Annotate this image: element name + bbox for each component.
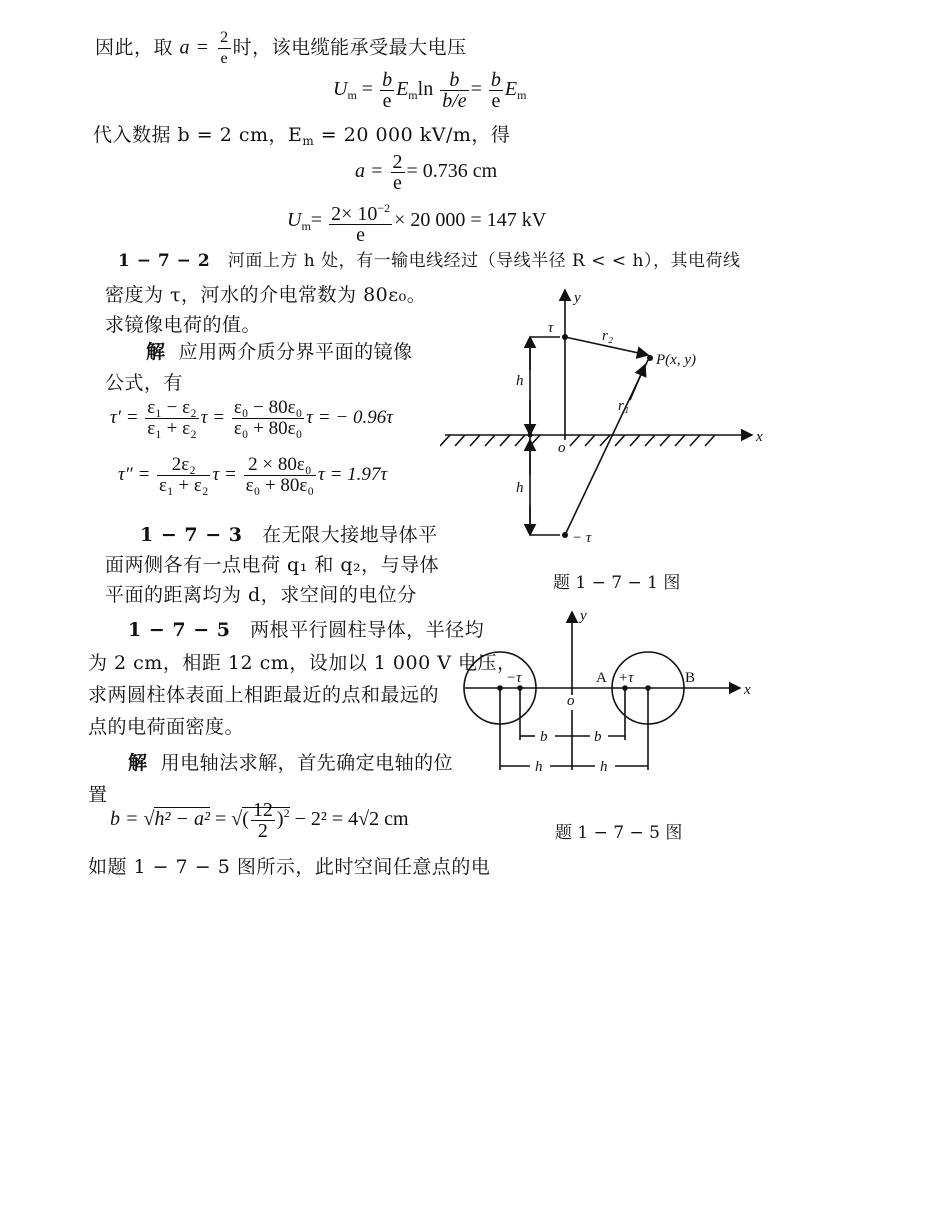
equation-a: a = $\frac{2}{e}$ = 0.736 cm (355, 151, 498, 194)
fig2-mtau-label: −τ (506, 670, 522, 686)
ground-hatch (440, 435, 715, 446)
fig2-o-label: o (567, 693, 575, 709)
fig1-h1-label: h (516, 373, 524, 389)
problem-1-7-3-line-3: 平面的距离均为 d，求空间的电位分 (105, 584, 417, 606)
solution-1-7-2-line-1: 解 应用两介质分界平面的镜像 (146, 341, 413, 363)
charge-minus-tau (562, 532, 568, 538)
fig2-b2-label: b (594, 729, 602, 745)
problem-1-7-2-line-1: 1 − 7 − 2 河面上方 h 处，有一输电线经过（导线半径 R < < h），其电荷线 (118, 251, 741, 271)
fig1-o-label: o (558, 440, 566, 456)
figure-1-7-1-caption: 题 1 − 7 − 1 图 (553, 573, 681, 593)
fig2-y-label: y (580, 608, 587, 624)
figure-1-7-1 (440, 280, 770, 550)
equation-um-value: $U_m=$ $\frac{2\times 10^{-2}}{e}$ × 20 000 = 147 kV (287, 198, 546, 245)
problem-1-7-3-line-1: 1 − 7 − 3 在无限大接地导体平 (140, 524, 438, 546)
problem-1-7-5-line-3: 求两圆柱体表面上相距最近的点和最远的 (88, 684, 440, 706)
fig1-y-label: y (574, 290, 581, 306)
data-line: 代入数据 b = 2 cm，$E_m = 20$ 000 kV/m，得 (93, 124, 511, 148)
charge-minus-tau-point (517, 685, 523, 691)
fig2-ptau-label: +τ (618, 670, 634, 686)
fig2-x-label: x (744, 682, 751, 698)
fig1-p-label: P(x, y) (656, 352, 696, 368)
fig1-r1-label: r₁ (618, 398, 630, 414)
equation-um: $U_m$ = $\frac{b}{e}$ $E_m\ln$ $\frac{b}{b/e}$ = $\frac{b}{e}$ $E_m$ (333, 69, 527, 112)
fig1-mtau-label: − τ (572, 530, 592, 546)
fig2-b1-label: b (540, 729, 548, 745)
fig2-h1-label: h (535, 759, 543, 775)
problem-1-7-3-line-2: 面两侧各有一点电荷 q₁ 和 q₂，与导体 (105, 554, 440, 576)
fig2-b-label: B (685, 670, 696, 686)
problem-1-7-5-line-1: 1 − 7 − 5 两根平行圆柱导体，半径均 (128, 619, 485, 641)
fig2-a-label: A (596, 670, 607, 686)
figure-1-7-5-caption: 题 1 − 7 − 5 图 (555, 823, 683, 843)
solution-1-7-5-line-1: 解 用电轴法求解，首先确定电轴的位 (128, 752, 454, 774)
problem-1-7-5-line-2: 为 2 cm，相距 12 cm，设加以 1 000 V 电压， (88, 652, 517, 674)
problem-1-7-5-line-4: 点的电荷面密度。 (88, 716, 245, 738)
problem-1-7-2-line-2: 密度为 τ，河水的介电常数为 80ε₀。 (105, 284, 427, 306)
fig1-x-label: x (756, 429, 763, 445)
solution-1-7-5-line-2: 置 (88, 784, 108, 806)
equation-b: b = √h² − a² = √( $\frac{12}{2}$ )$^2$ − 2² = 4√2 cm (110, 799, 409, 842)
charge-plus-tau-point (622, 685, 628, 691)
fig2-h2-label: h (600, 759, 608, 775)
fig1-r2-label: r₂ (602, 328, 614, 344)
point-p (647, 355, 653, 361)
fig1-tau-label: τ (548, 320, 554, 336)
equation-tau-prime: τ′ = $\frac{\text{ε₁ − ε₂}}{\text{ε₁ + ε₂}}$ τ = $\frac{\text{ε₀ − 80ε₀}}{\text{ε₀ + 80ε₀}}$ τ = − 0.96τ (110, 397, 393, 439)
text-line-1: 因此，取 a = $\frac{2}{e}$ 时，该电缆能承受最大电压 (95, 29, 467, 67)
problem-1-7-2-line-3: 求镜像电荷的值。 (105, 314, 262, 336)
figure-1-7-5 (460, 600, 760, 790)
fig1-h2-label: h (516, 480, 524, 496)
last-line: 如题 1 − 7 − 5 图所示，此时空间任意点的电 (88, 856, 491, 878)
solution-1-7-2-line-2: 公式，有 (105, 372, 184, 394)
charge-tau (562, 334, 568, 340)
equation-tau-double-prime: τ″ = $\frac{\text{2ε₂}}{\text{ε₁ + ε₂}}$ τ = $\frac{\text{2 × 80ε₀}}{\text{ε₀ + 80ε₀}}$ τ = 1.97τ (118, 454, 388, 496)
